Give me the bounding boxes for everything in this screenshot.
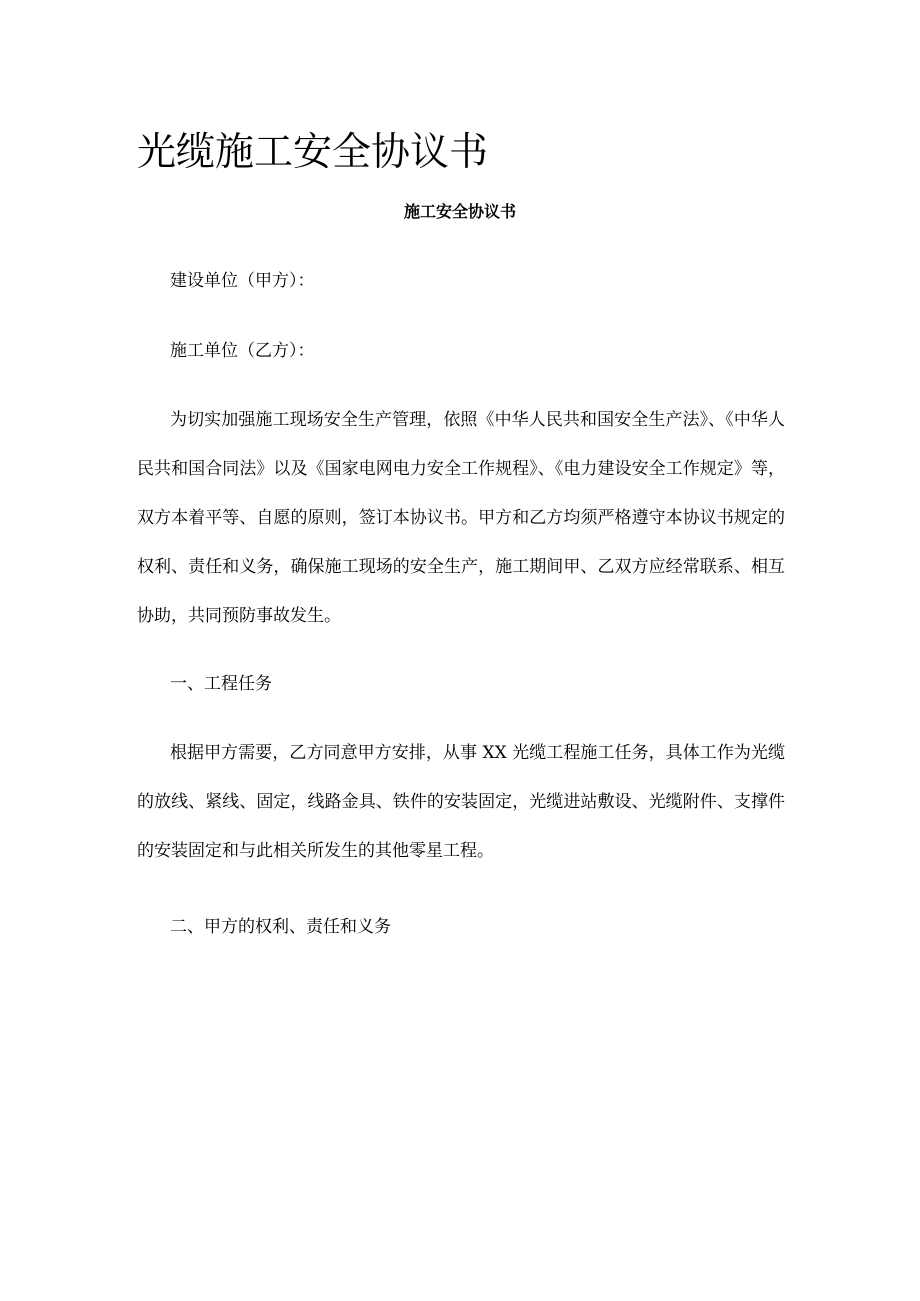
party-b-label: 施工单位（乙方）： bbox=[170, 341, 315, 361]
party-a-label: 建设单位（甲方）： bbox=[170, 271, 315, 291]
section-1-text-before: 根据甲方需要，乙方同意甲方安排，从事 bbox=[170, 743, 478, 763]
intro-paragraph: 为切实加强施工现场安全生产管理，依照《中华人民共和国安全生产法》、《中华人民共和国合同法》以及《国家电网电力安全工作规程》、《电力建设安全工作规定》等，双方本着平等、自愿的原则，签订本协议书。甲方和乙方均须严格遵守本协议书规定的权利、责任和义务，确保施工现场的安全生产，施工期间甲、乙双方应经常联系、相互协助，共同预防事故发生。 bbox=[137, 410, 785, 626]
section-1-placeholder: XX bbox=[477, 743, 513, 763]
section-1-text-after: 光缆工程施工任务，具体工作为光缆的放线、紧线、固定，线路金具、铁件的安装固定，光缆进站敷设、光缆附件、支撑件的安装固定和与此相关所发生的其他零星工程。 bbox=[137, 743, 786, 861]
section-1-heading: 一、工程任务 bbox=[170, 674, 272, 694]
document-subtitle: 施工安全协议书 bbox=[403, 202, 516, 221]
document-title: 光缆施工安全协议书 bbox=[137, 130, 489, 175]
section-2-heading: 二、甲方的权利、责任和义务 bbox=[170, 917, 391, 937]
section-1-paragraph bbox=[137, 729, 785, 876]
